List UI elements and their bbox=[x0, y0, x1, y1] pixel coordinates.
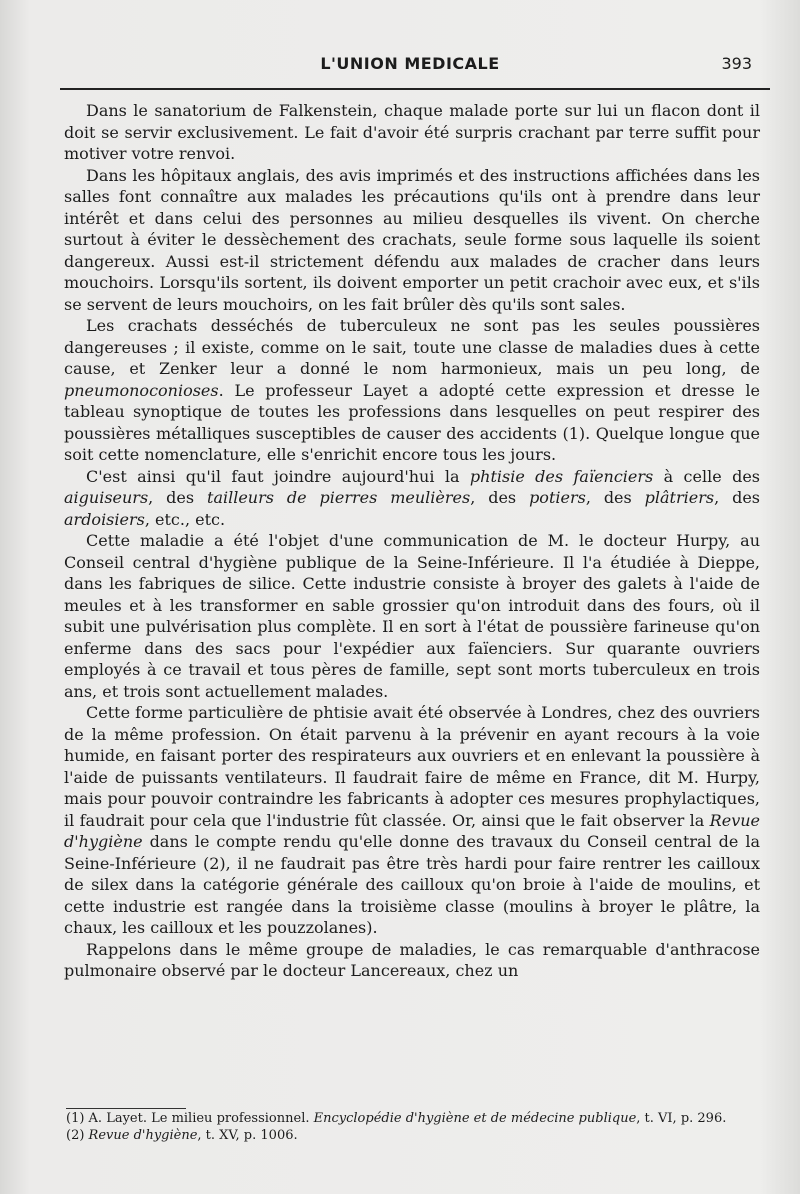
footnote-1-title: Encyclopédie d'hygiène et de médecine publique bbox=[313, 1111, 637, 1126]
term-ardoisiers: ardoisiers bbox=[64, 509, 145, 529]
footnote-rule bbox=[66, 1108, 186, 1109]
page-number: 393 bbox=[721, 54, 752, 73]
footnote-1 bbox=[66, 1110, 760, 1127]
paragraph-4-text: à celle des bbox=[653, 466, 760, 486]
paragraph-5: Cette maladie a été l'objet d'une communication de M. le docteur Hurpy, au Conseil central d'hygiène publique de la Seine-Inférieure. Il l'a étudiée à Dieppe, dans les fabriques de silice. Cette industrie consiste à broyer des galets à l'aide de meules et à les transformer en sable grossier qu'on introduit dans des fours, où il subit une pulvérisation plus complète. Il en sort à l'état de poussière farineuse qu'on enferme dans des sacs pour l'expédier aux faïenciers. Sur quarante ouvriers employés à ce travail et tous pères de famille, sept sont morts tuberculeux en trois ans, et trois sont actuellement malades. bbox=[64, 531, 760, 701]
footnote-2 bbox=[66, 1127, 760, 1144]
paragraph-3 bbox=[64, 315, 760, 466]
header-rule bbox=[60, 88, 770, 90]
paragraph-7: Rappelons dans le même groupe de maladies, le cas remarquable d'anthracose pulmonaire observé par le docteur Lancereaux, chez un bbox=[64, 939, 760, 980]
paragraph-4 bbox=[64, 466, 760, 531]
paragraph-6-text-a: Cette forme particulière de phtisie avait été observée à Londres, chez des ouvriers de la même profession. On était parvenu à la prévenir en ayant recours à la voie humide, en faisant porter des respirateurs aux ouvriers et en enlevant la poussière à l'aide de puissants ventilateurs. Il faudrait faire de même en France, dit M. Hurpy, mais pour pouvoir contraindre les fabricants à adopter ces mesures prophylactiques, il faudrait pour cela que l'industrie fût classée. Or, ainsi que le fait observer la bbox=[64, 703, 760, 830]
paragraph-6-text-b: dans le compte rendu qu'elle donne des travaux du Conseil central de la Seine-Inférieure (2), il ne faudrait pas être très hardi pour faire rentrer les cailloux de silex dans la catégorie générale des cailloux qu'on broie à l'aide de moulins, et cette industrie est rangée dans la troisième classe (moulins à broyer le plâtre, la chaux, les cailloux et les pouzzolanes). bbox=[64, 832, 760, 937]
term-aiguiseurs: aiguiseurs bbox=[64, 488, 149, 507]
running-header bbox=[60, 50, 760, 90]
footnote-2-text: (2) bbox=[66, 1128, 89, 1143]
journal-title: L'UNION MEDICALE bbox=[320, 54, 500, 73]
paragraph-4-text: , des bbox=[714, 488, 761, 507]
paragraph-4-text: , des bbox=[148, 488, 208, 507]
paragraph-6 bbox=[64, 702, 760, 939]
paragraph-3-text-b: . Le professeur Layet a adopté cette expression et dresse le tableau synoptique de toutes les professions dans lesquelles on peut respirer des poussières métalliques susceptibles de causer des accidents (1). Quelque longue que soit cette nomenclature, elle s'enrichit encore tous les jours. bbox=[64, 380, 760, 464]
paragraph-4-text: , etc., etc. bbox=[144, 509, 226, 529]
paragraph-2: Dans les hôpitaux anglais, des avis imprimés et des instructions affichées dans les salles font connaître aux malades les précautions qu'ils ont à prendre dans leur intérêt et dans celui des personnes au milieu desquelles ils vivent. On cherche surtout à éviter le dessèchement des crachats, seule forme sous laquelle ils soient dangereux. Aussi est-il strictement défendu aux malades de cracher dans leurs mouchoirs. Lorsqu'ils sortent, ils doivent emporter un petit crachoir avec eux, et s'ils se servent de leurs mouchoirs, on les fait brûler dès qu'ils sont sales. bbox=[64, 165, 760, 314]
term-pneumonoconioses: pneumonoconioses bbox=[64, 380, 219, 400]
term-potiers: potiers bbox=[529, 488, 586, 507]
footnote-1-text: (1) A. Layet. Le milieu professionnel. bbox=[66, 1111, 314, 1126]
footnotes bbox=[66, 1110, 760, 1144]
term-platriers: plâtriers bbox=[644, 488, 715, 507]
term-phtisie-faienciers: phtisie des faïenciers bbox=[469, 466, 654, 486]
paragraph-4-text: , des bbox=[470, 488, 530, 507]
term-tailleurs: tailleurs de pierres meulières bbox=[207, 488, 471, 507]
paragraph-3-text-a: Les crachats desséchés de tuberculeux ne sont pas les seules poussières dangereuses ; il existe, comme on le sait, toute une classe de maladies dues à cette cause, et Zenker leur a donné le nom harmonieux, mais un peu long, de bbox=[64, 316, 760, 378]
paragraph-4-text: C'est ainsi qu'il faut joindre aujourd'hui la bbox=[86, 466, 470, 486]
paragraph-4-text: , des bbox=[585, 488, 645, 507]
paragraph-1: Dans le sanatorium de Falkenstein, chaque malade porte sur lui un flacon dont il doit se servir exclusivement. Le fait d'avoir été surpris crachant par terre suffit pour motiver votre renvoi. bbox=[64, 101, 760, 163]
footnote-1-ref: , t. VI, p. 296. bbox=[636, 1111, 727, 1126]
footnote-2-title: Revue d'hygiène bbox=[88, 1128, 198, 1143]
body-text bbox=[64, 100, 760, 982]
term-revue-hygiene: Revue d'hygiène bbox=[64, 810, 760, 851]
footnote-2-ref: , t. XV, p. 1006. bbox=[197, 1128, 298, 1143]
